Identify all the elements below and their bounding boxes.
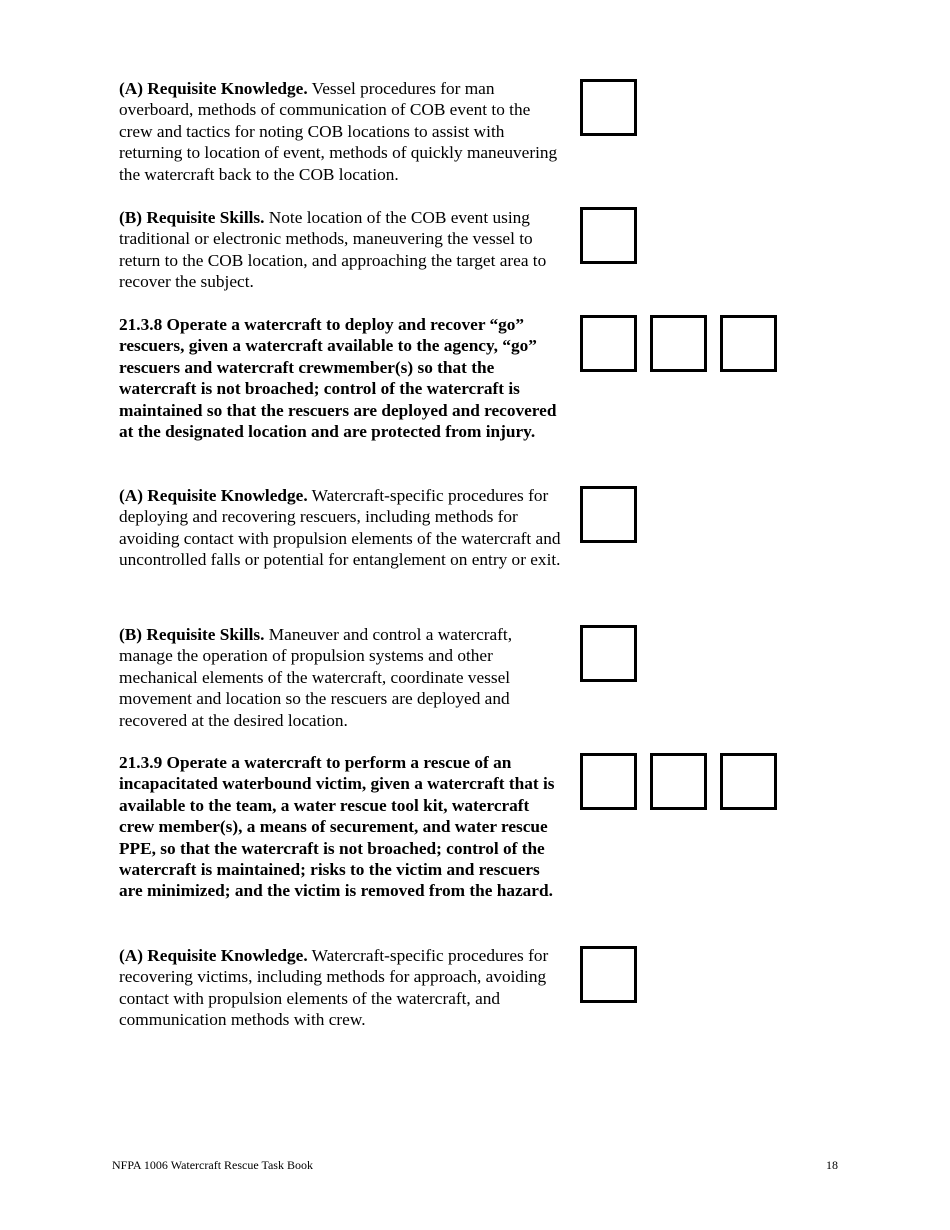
signoff-checkbox[interactable]	[580, 946, 637, 1003]
signoff-checkbox[interactable]	[580, 207, 637, 264]
signoff-checkbox[interactable]	[720, 315, 777, 372]
section-text: Maneuver and control a watercraft, manage the operation of propulsion systems and other mechanical elements of the watercraft, coordinate vessel movement and location so the rescuers are deployed and recovered at the desired location.	[119, 625, 513, 730]
section-lead: (A) Requisite Knowledge.	[119, 486, 308, 505]
requisite-skills-cob	[119, 207, 565, 293]
signoff-checkbox[interactable]	[720, 753, 777, 810]
signoff-checkbox[interactable]	[580, 315, 637, 372]
section-text: Watercraft-specific procedures for deploying and recovering rescuers, including methods for avoiding contact with propulsion elements of the watercraft and uncontrolled falls or potential for entanglement on entry or exit.	[119, 486, 561, 570]
signoff-checkbox[interactable]	[650, 753, 707, 810]
signoff-checkbox[interactable]	[650, 315, 707, 372]
signoff-checkbox[interactable]	[580, 486, 637, 543]
section-lead: (A) Requisite Knowledge.	[119, 946, 308, 965]
footer-title: NFPA 1006 Watercraft Rescue Task Book	[112, 1158, 313, 1172]
section-lead: (A) Requisite Knowledge.	[119, 79, 308, 98]
section-lead: (B) Requisite Skills.	[119, 208, 265, 227]
section-lead: (B) Requisite Skills.	[119, 625, 265, 644]
signoff-checkbox[interactable]	[580, 753, 637, 810]
signoff-checkbox[interactable]	[580, 625, 637, 682]
standard-21-3-9: 21.3.9 Operate a watercraft to perform a rescue of an incapacitated waterbound victim, given a watercraft that is available to the team, a water rescue tool kit, watercraft crew member(s), a means of securement, and water rescue PPE, so that the watercraft is not broached; control of the watercraft is maintained; risks to the victim and rescuers are minimized; and the victim is removed from the hazard.	[119, 753, 555, 901]
requisite-knowledge-cob	[119, 78, 565, 185]
requisite-knowledge-deploy	[119, 485, 565, 571]
section-text: Note location of the COB event using traditional or electronic methods, maneuvering the vessel to return to the COB location, and approaching the target area to recover the subject.	[119, 208, 547, 292]
section-text: Watercraft-specific procedures for recovering victims, including methods for approach, avoiding contact with propulsion elements of the watercraft, and communication methods with crew.	[119, 946, 549, 1030]
page-number: 18	[826, 1158, 838, 1172]
section-text: Vessel procedures for man overboard, methods of communication of COB event to the crew and tactics for noting COB locations to assist with returning to location of event, methods of quickly maneuvering the watercraft back to the COB location.	[119, 79, 558, 184]
requisite-skills-deploy	[119, 624, 565, 731]
signoff-checkbox[interactable]	[580, 79, 637, 136]
standard-21-3-8: 21.3.8 Operate a watercraft to deploy and recover “go” rescuers, given a watercraft available to the agency, “go” rescuers and watercraft crewmember(s) so that the watercraft is not broached; control of the watercraft is maintained so that the rescuers are deployed and recovered at the designated location and are protected from injury.	[119, 315, 557, 442]
requisite-knowledge-victim	[119, 945, 565, 1031]
